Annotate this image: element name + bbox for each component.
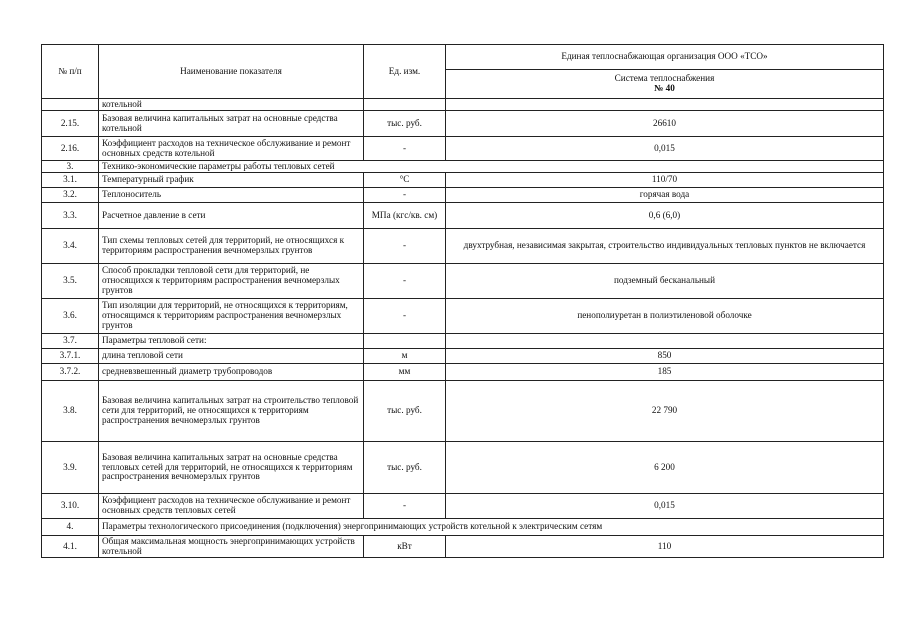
table-row [42, 99, 884, 111]
row-num: 3.5. [42, 264, 99, 299]
table-row [42, 494, 884, 519]
row-value: 850 [446, 349, 884, 364]
row-unit: - [364, 494, 446, 519]
row-unit: тыс. руб. [364, 442, 446, 494]
row-name: Коэффициент расходов на техническое обслуживание и ремонт основных средств тепловых сетей [99, 494, 364, 519]
table-row [42, 188, 884, 203]
header-unit: Ед. изм. [364, 45, 446, 99]
section-title: Технико-экономические параметры работы тепловых сетей [99, 161, 884, 173]
row-value: 185 [446, 364, 884, 381]
table-row [42, 299, 884, 334]
indicators-table [41, 44, 884, 558]
table-row [42, 173, 884, 188]
row-name: Способ прокладки тепловой сети для территорий, не относящихся к территориям распространения вечномерзлых грунтов [99, 264, 364, 299]
row-name: Параметры тепловой сети: [99, 334, 364, 349]
row-num: 3.7.1. [42, 349, 99, 364]
row-unit [364, 334, 446, 349]
row-value: 110 [446, 536, 884, 558]
row-num: 3.1. [42, 173, 99, 188]
row-unit: - [364, 188, 446, 203]
row-unit: тыс. руб. [364, 381, 446, 442]
row-num: 3.8. [42, 381, 99, 442]
row-num: 3.2. [42, 188, 99, 203]
row-unit: МПа (кгс/кв. см) [364, 203, 446, 229]
header-system-line2: № 40 [654, 83, 675, 93]
table-row [42, 264, 884, 299]
row-value: 0,015 [446, 494, 884, 519]
row-unit: - [364, 264, 446, 299]
table-row [42, 203, 884, 229]
row-unit: м [364, 349, 446, 364]
row-value [446, 334, 884, 349]
row-unit [364, 99, 446, 111]
row-name: Коэффициент расходов на техническое обслуживание и ремонт основных средств котельной [99, 137, 364, 161]
header-system [446, 70, 884, 99]
table-row [42, 137, 884, 161]
row-num: 3.7.2. [42, 364, 99, 381]
table-row [42, 349, 884, 364]
table-body [42, 99, 884, 558]
row-value: 6 200 [446, 442, 884, 494]
row-name: Тип схемы тепловых сетей для территорий, не относящихся к территориям распространения вечномерзлых грунтов [99, 229, 364, 264]
row-num: 4.1. [42, 536, 99, 558]
row-name: Температурный график [99, 173, 364, 188]
section-title: Параметры технологического присоединения (подключения) энергопринимающих устройств котельной к электрическим сетям [99, 519, 884, 536]
header-num: № п/п [42, 45, 99, 99]
row-name: котельной [99, 99, 364, 111]
row-num: 3.3. [42, 203, 99, 229]
row-value: 0,015 [446, 137, 884, 161]
row-num: 3.10. [42, 494, 99, 519]
row-unit: тыс. руб. [364, 111, 446, 137]
row-value: подземный бесканальный [446, 264, 884, 299]
table-row [42, 229, 884, 264]
row-unit: - [364, 137, 446, 161]
row-num: 3.6. [42, 299, 99, 334]
table-row [42, 381, 884, 442]
row-num: 3.7. [42, 334, 99, 349]
row-name: Базовая величина капитальных затрат на основные средства тепловых сетей для территорий, не относящихся к территориям распространения вечномерзлых грунтов [99, 442, 364, 494]
table-row [42, 334, 884, 349]
row-value [446, 99, 884, 111]
row-value: 110/70 [446, 173, 884, 188]
row-num: 2.15. [42, 111, 99, 137]
row-num [42, 99, 99, 111]
row-num: 2.16. [42, 137, 99, 161]
row-name: Общая максимальная мощность энергопринимающих устройств котельной [99, 536, 364, 558]
table-row [42, 442, 884, 494]
row-unit: - [364, 229, 446, 264]
row-name: Расчетное давление в сети [99, 203, 364, 229]
row-name: Базовая величина капитальных затрат на основные средства котельной [99, 111, 364, 137]
section-row [42, 519, 884, 536]
row-num: 3.4. [42, 229, 99, 264]
row-value: горячая вода [446, 188, 884, 203]
row-unit: мм [364, 364, 446, 381]
row-unit: - [364, 299, 446, 334]
row-num: 4. [42, 519, 99, 536]
row-num: 3. [42, 161, 99, 173]
row-value: 22 790 [446, 381, 884, 442]
row-name: Базовая величина капитальных затрат на строительство тепловой сети для территорий, не относящихся к территориям распространения вечномерзлых грунтов [99, 381, 364, 442]
row-value: 26610 [446, 111, 884, 137]
row-name: Тип изоляции для территорий, не относящихся к территориям, относящимся к территориям распространения вечномерзлых грунтов [99, 299, 364, 334]
row-value: 0,6 (6,0) [446, 203, 884, 229]
header-system-line1: Система теплоснабжения [614, 73, 715, 84]
table-row [42, 536, 884, 558]
section-row [42, 161, 884, 173]
header-org: Единая теплоснабжающая организация ООО «ТСО» [446, 45, 884, 70]
row-name: средневзвешенный диаметр трубопроводов [99, 364, 364, 381]
table-row [42, 364, 884, 381]
row-name: длина тепловой сети [99, 349, 364, 364]
table-row [42, 111, 884, 137]
row-value: двухтрубная, независимая закрытая, строительство индивидуальных тепловых пунктов не включается [446, 229, 884, 264]
row-value: пенополиуретан в полиэтиленовой оболочке [446, 299, 884, 334]
row-unit: кВт [364, 536, 446, 558]
row-num: 3.9. [42, 442, 99, 494]
row-name: Теплоноситель [99, 188, 364, 203]
header-name: Наименование показателя [99, 45, 364, 99]
row-unit: °С [364, 173, 446, 188]
